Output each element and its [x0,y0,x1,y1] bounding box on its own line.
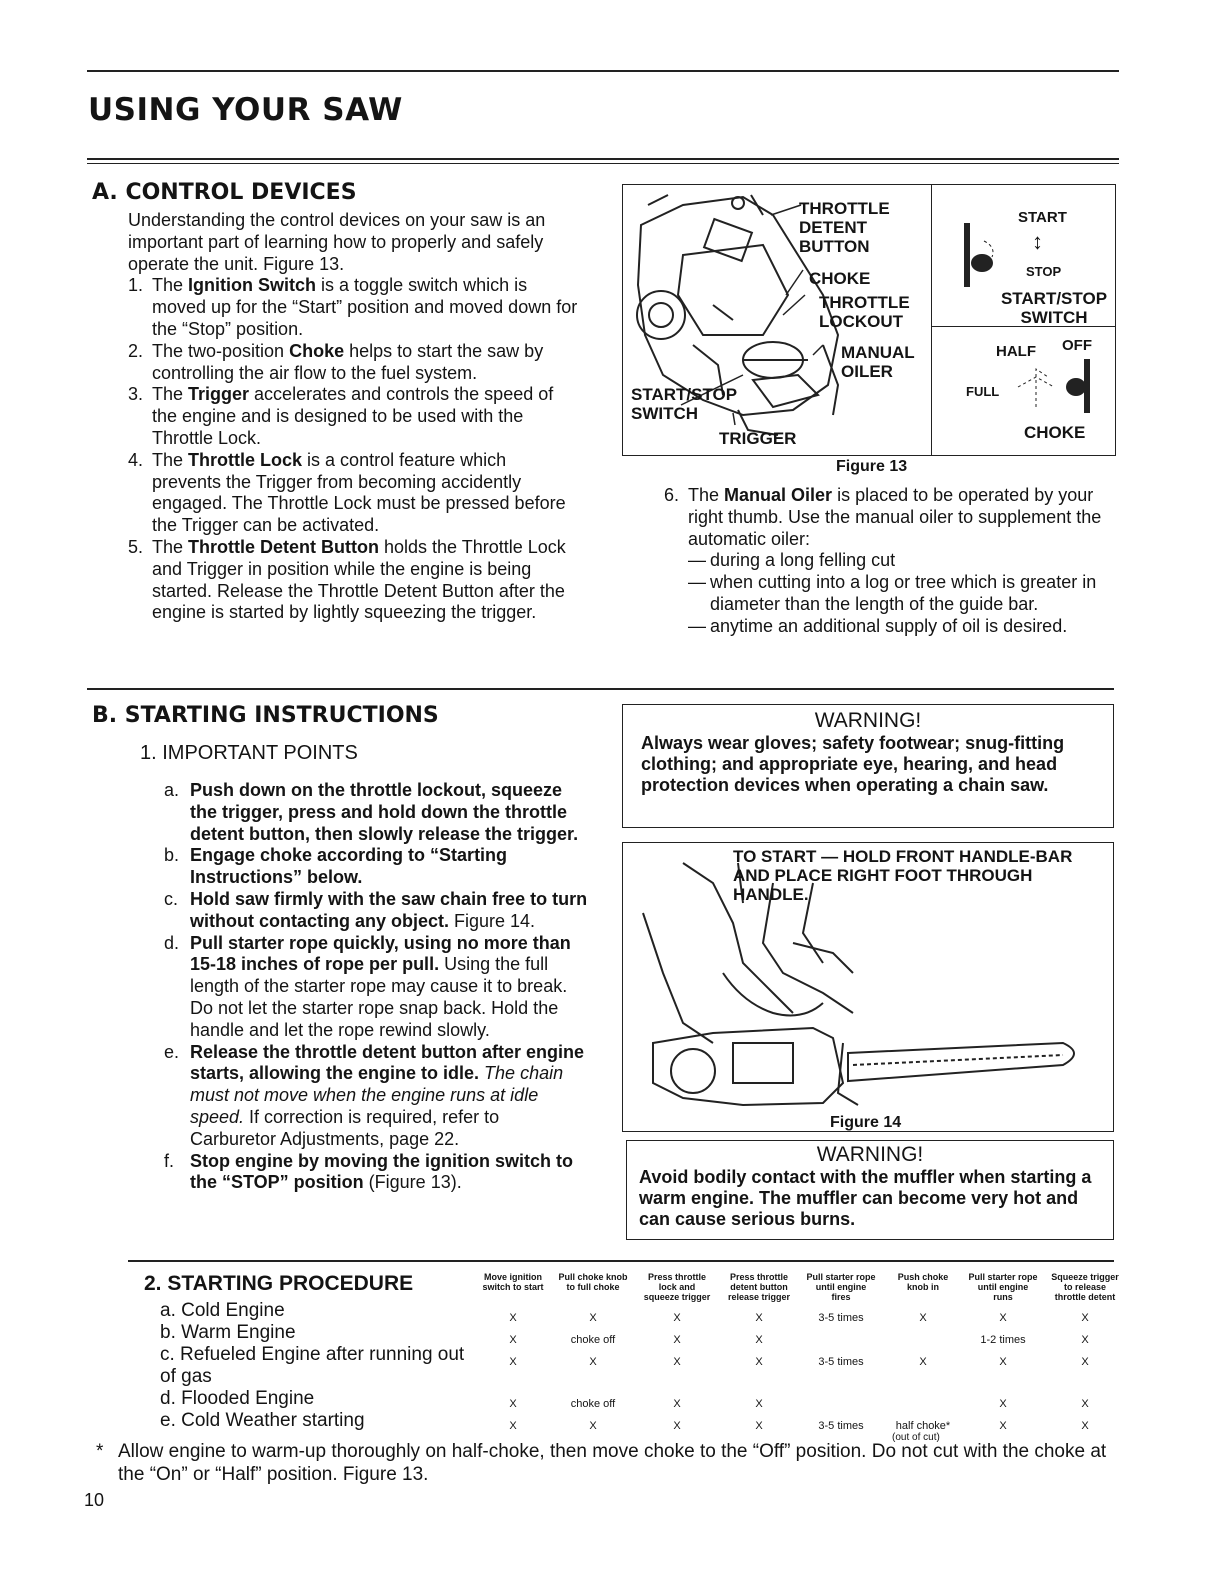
procedure-cell: X [589,1356,597,1368]
label-choke: CHOKE [809,269,871,288]
point-text: If correction is required, refer to Carburetor Adjustments, page 22. [190,1106,500,1149]
procedure-rule [128,1260,1114,1262]
procedure-cell: X [755,1420,763,1432]
item-number: 2. [128,340,144,361]
warning-title: WARNING! [814,709,922,732]
choke-caption: CHOKE [1024,423,1086,442]
switch-panel [931,185,1115,327]
procedure-cell: half choke* [895,1420,951,1432]
point-bold-text: Stop engine by moving the ignition switch to the “STOP” position [190,1150,573,1193]
procedure-cell: X [509,1312,517,1324]
title-rule-1 [87,158,1119,160]
item-number: 3. [128,384,144,405]
procedure-cell: X [999,1312,1007,1324]
procedure-row-label: b. Warm Engine [160,1322,296,1343]
label-throttle-detent-button: THROTTLE DETENT BUTTON [799,199,890,256]
section-a-heading: A. CONTROL DEVICES [92,180,357,205]
control-device-item [128,384,578,449]
title-rule-2 [87,163,1119,164]
procedure-cell: choke off [570,1334,616,1346]
procedure-cell: X [999,1420,1007,1432]
item-6 [664,485,1112,638]
item-text: The two-position [152,340,290,361]
procedure-cell: 3-5 times [818,1420,864,1432]
item-text: The [152,275,189,296]
item-number: 5. [128,536,144,557]
procedure-cell: X [1081,1398,1089,1410]
procedure-cell: X [755,1334,763,1346]
choke-full-label: FULL [966,384,1000,399]
warning-text: Always wear gloves; safety footwear; snug-fitting clothing; and appropriate eye, hearing, and head protection devices when operating a chain saw. [641,733,1065,795]
point-letter: f. [164,1150,175,1171]
point-letter: d. [164,932,180,953]
oiler-use-item [688,572,1112,616]
important-point-item [164,780,588,845]
procedure-row-label: a. Cold Engine [160,1300,285,1321]
page-number: 10 [84,1490,105,1510]
procedure-column-header: Push choke knob in [897,1272,949,1292]
procedure-column-header: Pull starter rope until engine runs [968,1272,1038,1302]
choke-lever-icon [1006,357,1096,417]
important-point-item [164,1042,588,1151]
procedure-column-header: Pull choke knob to full choke [558,1272,628,1292]
item-6-list [664,485,1112,550]
switch-start-label: START [1018,209,1067,226]
procedure-column-header: Press throttle lock and squeeze trigger [643,1272,711,1302]
procedure-cell: X [589,1420,597,1432]
procedure-cell: X [919,1356,927,1368]
point-bold-text: Push down on the throttle lockout, squeeze the trigger, press and hold down the throttle detent button, then slowly release the trigger. [190,780,579,844]
oiler-use-item [688,616,1112,638]
footnote-text: Allow engine to warm-up thoroughly on half-choke, then move choke to the “Off” position. Do not cut with the choke at the “On” or “Half” position. Figure 13. [118,1441,1107,1485]
warning-box-safety [622,704,1114,828]
section-a-intro: Understanding the control devices on your saw is an important part of learning how to properly and safely operate the unit. Figure 13. [128,210,546,274]
item-text: The [152,384,189,405]
procedure-cell: X [509,1334,517,1346]
point-bold-text: Pull starter rope quickly, using no more than 15-18 inches of rope per pull. [190,932,571,975]
choke-panel [931,327,1115,455]
procedure-cell: X [673,1356,681,1368]
figure-13-caption: Figure 13 [836,458,908,475]
procedure-column-header: Squeeze trigger to release throttle detent [1051,1272,1119,1302]
starting-procedure-heading: 2. STARTING PROCEDURE [144,1272,414,1295]
procedure-cell: X [999,1398,1007,1410]
switch-stop-label: STOP [1026,264,1062,279]
point-text: (Figure 13). [363,1172,462,1193]
label-throttle-lockout: THROTTLE LOCKOUT [819,293,910,331]
procedure-cell: 1-2 times [980,1334,1026,1346]
top-rule [87,70,1119,72]
section-b-rule [87,688,1114,690]
item-text: accelerates and controls the speed of the engine and is designed to be used with the Throttle Lock. [152,384,554,448]
important-points [164,780,588,1194]
label-manual-oiler: MANUAL OILER [841,343,915,381]
item-term: Throttle Detent Button [188,536,379,557]
oiler-use-text: when cutting into a log or tree which is greater in diameter than the length of the guide bar. [710,572,1097,614]
procedure-cell: X [755,1312,763,1324]
warning-box-muffler [626,1140,1114,1240]
procedure-cell: X [509,1356,517,1368]
item-number: 1. [128,275,144,296]
oiler-use-text: anytime an additional supply of oil is desired. [710,615,1068,636]
important-point-item [164,889,588,933]
procedure-column-header: Press throttle detent button release trigger [727,1272,791,1302]
procedure-cell: 3-5 times [818,1356,864,1368]
choke-half-label: HALF [996,343,1036,360]
section-b-heading: B. STARTING INSTRUCTIONS [92,703,439,728]
control-device-list [128,275,578,624]
procedure-column-header: Move ignition switch to start [482,1272,544,1292]
point-letter: c. [164,888,179,909]
item-term: Ignition Switch [188,275,317,296]
item-term: Throttle Lock [188,449,303,470]
page-title: USING YOUR SAW [88,92,403,128]
figure-13 [622,184,1116,456]
important-points-heading: 1. IMPORTANT POINTS [140,742,358,764]
procedure-cell: X [673,1312,681,1324]
procedure-cell: X [589,1312,597,1324]
item-text: helps to start the saw by controlling the air flow to the fuel system. [152,340,544,383]
figure-14 [622,842,1114,1132]
item-6-text: 6. The Manual Oiler is placed to be operated by your right thumb. Use the manual oiler to supplement the automatic oiler: [664,485,1102,549]
procedure-cell: X [999,1356,1007,1368]
warning-2-title: WARNING! [816,1143,924,1166]
control-device-item [128,537,578,624]
procedure-cell: X [673,1420,681,1432]
dash-bullet: — [688,550,706,571]
point-bold-text: Release the throttle detent button after engine starts, allowing the engine to idle. [190,1041,585,1084]
warning-2-text: Avoid bodily contact with the muffler when starting a warm engine. The muffler can become very hot and can cause serious burns. [639,1167,1092,1229]
dash-bullet: — [688,572,706,593]
procedure-cell: X [1081,1420,1089,1432]
procedure-cell: X [1081,1356,1089,1368]
item-text: The [152,449,189,470]
up-down-arrow-icon: ↕ [1032,229,1043,254]
control-device-item [128,450,578,537]
procedure-row-label: e. Cold Weather starting [160,1410,365,1431]
control-device-item [128,341,578,385]
procedure-cell: X [755,1356,763,1368]
oiler-use-list [664,550,1112,637]
important-points-list [164,780,588,1194]
important-point-item [164,1151,588,1195]
procedure-cell: X [1081,1312,1089,1324]
procedure-cell: X [1081,1334,1089,1346]
procedure-row-label: c. Refueled Engine after running out of gas [160,1344,465,1387]
section-a-body [128,210,578,624]
procedure-cell: X [755,1398,763,1410]
toggle-switch-icon [962,221,1002,291]
item-text: holds the Throttle Lock and Trigger in position while the engine is being started. Release the Throttle Detent Button after the engine is started by lightly squeezing the trigger. [152,536,566,623]
figure-14-callout: TO START — HOLD FRONT HANDLE-BAR AND PLACE RIGHT FOOT THROUGH HANDLE. [733,847,1073,904]
point-bold-text: Hold saw firmly with the saw chain free to turn without contacting any object. [190,888,588,931]
cell-note: (out of cut) [892,1432,940,1443]
procedure-column-header: Pull starter rope until engine fires [806,1272,876,1302]
item-term: Choke [289,340,345,361]
procedure-cell: choke off [570,1398,616,1410]
switch-caption: START/STOP SWITCH [1000,289,1108,327]
item-term: Trigger [188,384,250,405]
important-point-item [164,933,588,1042]
point-letter: b. [164,845,180,866]
control-device-item [128,275,578,340]
point-text: Figure 14. [449,910,536,931]
footnote-mark: * [96,1441,104,1462]
choke-off-label: OFF [1062,337,1092,354]
procedure-cell: X [509,1420,517,1432]
point-text: Using the full length of the starter rope may cause it to break. Do not let the starter rope snap back. Hold the handle and let the rope rewind slowly. [190,954,568,1040]
procedure-row-label: d. Flooded Engine [160,1388,315,1409]
procedure-cell: X [919,1312,927,1324]
footnote [96,1440,1126,1486]
procedure-cell: 3-5 times [818,1312,864,1324]
procedure-cell: X [673,1334,681,1346]
item-text: is a toggle switch which is moved up for the “Start” position and moved down for the “Stop” position. [152,275,578,339]
item-text: is a control feature which prevents the Trigger from becoming accidently engaged. The Throttle Lock must be pressed before the Trigger can be activated. [152,449,566,536]
procedure-cell: X [509,1398,517,1410]
point-italic-text: The chain must not move when the engine runs at idle speed. [190,1063,564,1127]
item-text: The [152,536,189,557]
point-letter: e. [164,1041,180,1062]
procedure-cell: X [673,1398,681,1410]
label-start-stop-switch: START/STOP SWITCH [631,385,737,423]
point-bold-text: Engage choke according to “Starting Instructions” below. [190,845,508,888]
oiler-use-item [688,550,1112,572]
item-number: 4. [128,449,144,470]
point-letter: a. [164,780,180,800]
label-trigger: TRIGGER [719,429,797,448]
oiler-use-text: during a long felling cut [710,550,896,571]
figure-14-caption: Figure 14 [830,1114,902,1131]
important-point-item [164,845,588,889]
dash-bullet: — [688,615,706,636]
